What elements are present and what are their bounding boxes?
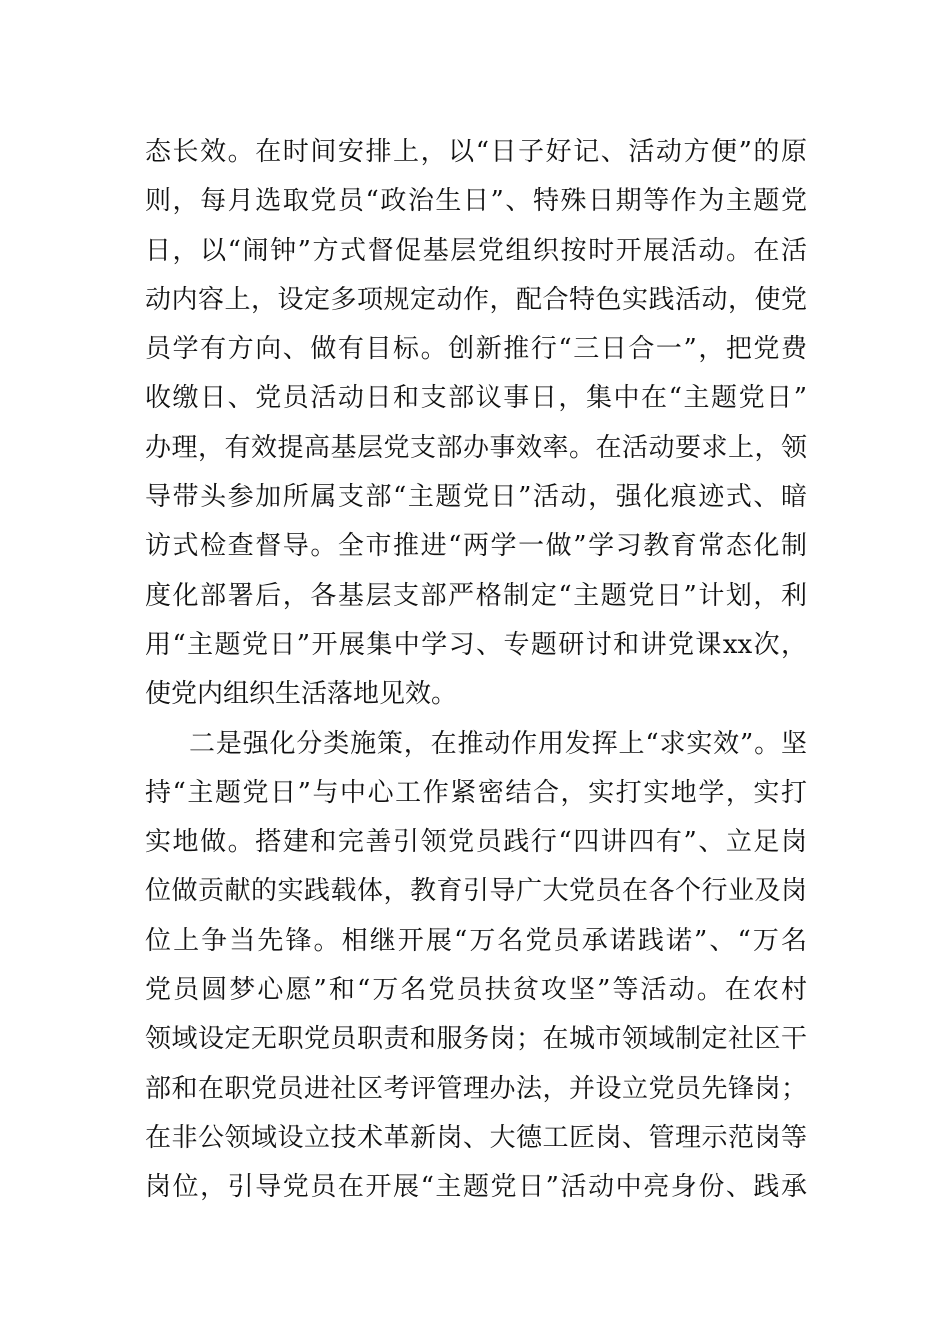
text-line: 位做贡献的实践载体，教育引导广大党员在各个行业及岗 [145, 876, 807, 907]
text-line: 党员圆梦心愿”和“万名党员扶贫攻坚”等活动。在农村 [145, 975, 807, 1006]
text-line: 用“主题党日”开展集中学习、专题研讨和讲党课xx次， [145, 629, 807, 660]
text-line: 导带头参加所属支部“主题党日”活动，强化痕迹式、暗 [145, 482, 807, 513]
text-line: 则，每月选取党员“政治生日”、特殊日期等作为主题党 [145, 186, 807, 217]
text-line: 二是强化分类施策，在推动作用发挥上“求实效”。坚 [189, 728, 807, 759]
text-line: 办理，有效提高基层党支部办事效率。在活动要求上，领 [145, 432, 807, 463]
text-line: 岗位，引导党员在开展“主题党日”活动中亮身份、践承 [145, 1172, 807, 1203]
text-line: 领域设定无职党员职责和服务岗；在城市领域制定社区干 [145, 1024, 807, 1055]
text-line: 实地做。搭建和完善引领党员践行“四讲四有”、立足岗 [145, 827, 807, 858]
paragraph-2 [145, 720, 807, 1213]
text-line: 持“主题党日”与中心工作紧密结合，实打实地学，实打 [145, 777, 807, 808]
text-line: 态长效。在时间安排上，以“日子好记、活动方便”的原 [145, 137, 807, 167]
document-body [145, 128, 807, 1213]
text-line: 度化部署后，各基层支部严格制定“主题党日”计划，利 [145, 580, 807, 611]
text-line: 访式检查督导。全市推进“两学一做”学习教育常态化制 [145, 531, 807, 562]
text-line: 员学有方向、做有目标。创新推行“三日合一”，把党费 [145, 334, 807, 365]
text-line: 日，以“闹钟”方式督促基层党组织按时开展活动。在活 [145, 235, 807, 266]
text-line: 收缴日、党员活动日和支部议事日，集中在“主题党日” [145, 383, 807, 414]
paragraph-1 [145, 128, 807, 720]
text-line: 动内容上，设定多项规定动作，配合特色实践活动，使党 [145, 284, 807, 315]
text-line: 位上争当先锋。相继开展“万名党员承诺践诺”、“万名 [145, 925, 807, 956]
text-line: 部和在职党员进社区考评管理办法，并设立党员先锋岗； [145, 1073, 807, 1104]
text-line: 使党内组织生活落地见效。 [145, 679, 458, 710]
text-line: 在非公领域设立技术革新岗、大德工匠岗、管理示范岗等 [145, 1122, 807, 1153]
